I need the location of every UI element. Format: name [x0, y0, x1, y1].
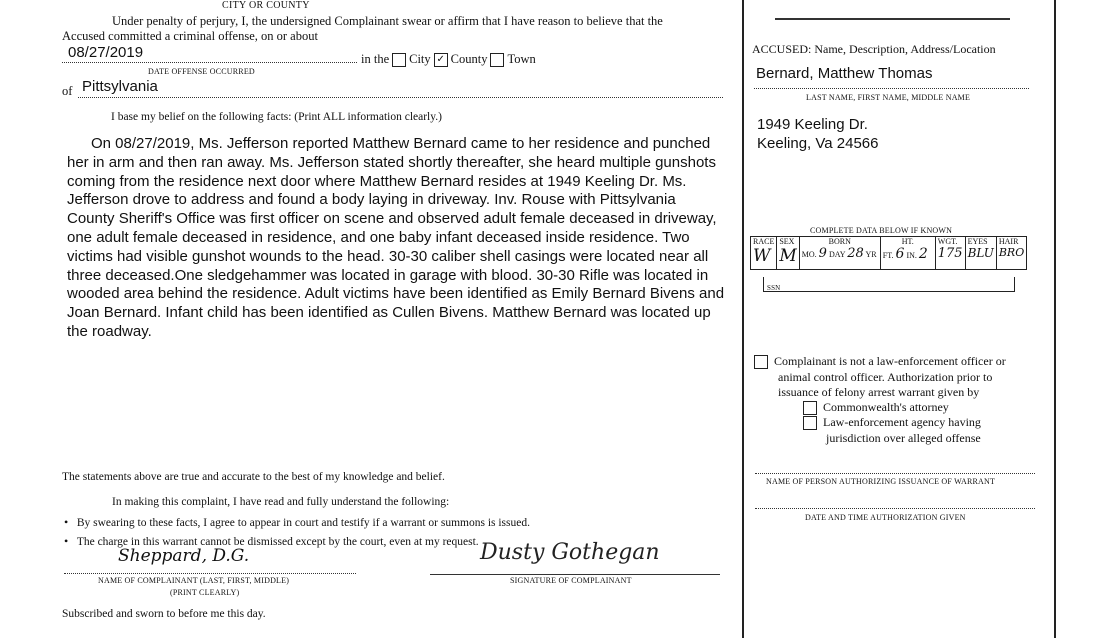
race-value[interactable]: W	[753, 246, 771, 266]
month-label: MO.	[801, 250, 817, 259]
law-enforcement-label: Law-enforcement agency having	[823, 415, 981, 429]
description-table	[750, 236, 1027, 270]
hair-value[interactable]: BRO	[998, 246, 1025, 259]
understand-statement: In making this complaint, I have read and fully understand the following:	[112, 496, 450, 508]
facts-intro: I base my belief on the following facts: (Print ALL information clearly.)	[111, 111, 442, 123]
complainant-name[interactable]: Sheppard, D.G.	[118, 546, 250, 566]
sex-label: SEX	[779, 237, 795, 246]
accused-name[interactable]: Bernard, Matthew Thomas	[756, 65, 933, 82]
authorization-line: animal control officer. Authorization prior to	[778, 370, 993, 384]
city-county-label: CITY OR COUNTY	[222, 0, 310, 11]
accused-address-line2[interactable]: Keeling, Va 24566	[757, 135, 879, 152]
bullet-text: The charge in this warrant cannot be dismissed except by the court, even at my request.	[76, 536, 479, 548]
weight-label: WGT.	[937, 237, 958, 246]
date-offense-label: DATE OFFENSE OCCURRED	[148, 67, 255, 76]
ssn-label: SSN	[767, 284, 781, 292]
law-enforcement-label-cont: jurisdiction over alleged offense	[826, 431, 981, 445]
signature-label: SIGNATURE OF COMPLAINANT	[510, 576, 632, 585]
race-label: RACE	[753, 237, 775, 246]
city-checkbox[interactable]	[392, 53, 406, 67]
locality-value[interactable]: Pittsylvania	[82, 78, 158, 95]
feet-label: FT.	[882, 251, 894, 260]
inches-value[interactable]: 2	[918, 246, 928, 262]
commonwealth-attorney-checkbox[interactable]	[803, 401, 817, 415]
complainant-signature: Dusty Gothegan	[480, 540, 660, 565]
description-heading: COMPLETE DATA BELOW IF KNOWN	[810, 226, 953, 235]
of-label: of	[62, 84, 73, 98]
county-label: County	[450, 52, 488, 66]
ssn-field[interactable]	[763, 277, 1015, 292]
hair-label: HAIR	[998, 237, 1019, 246]
not-officer-checkbox[interactable]	[754, 355, 768, 369]
bullet-icon: •	[64, 534, 69, 548]
day-value[interactable]: 28	[847, 246, 864, 261]
weight-value[interactable]: 175	[937, 246, 963, 261]
authorization-line: issuance of felony arrest warrant given by	[778, 385, 980, 399]
complainant-name-label: NAME OF COMPLAINANT (LAST, FIRST, MIDDLE)	[98, 576, 290, 585]
print-clearly-label: (PRINT CLEARLY)	[170, 588, 240, 597]
in-the-label: in the	[361, 52, 390, 66]
eyes-label: EYES	[967, 237, 988, 246]
offense-date[interactable]: 08/27/2019	[68, 44, 144, 61]
affirmation-line2: Accused committed a criminal offense, on or about	[62, 29, 318, 43]
commonwealth-attorney-label: Commonwealth's attorney	[823, 400, 949, 414]
eyes-value[interactable]: BLU	[967, 246, 994, 260]
accused-heading: ACCUSED: Name, Description, Address/Location	[752, 42, 996, 56]
day-label: DAY	[828, 250, 846, 259]
born-label: BORN	[828, 237, 851, 246]
accused-address-line1[interactable]: 1949 Keeling Dr.	[757, 116, 868, 133]
feet-value[interactable]: 6	[895, 246, 905, 262]
affirmation-line1: Under penalty of perjury, I, the undersigned Complainant swear or affirm that I have reason to believe that the	[112, 14, 663, 28]
month-value[interactable]: 9	[818, 246, 827, 261]
locality-type	[361, 52, 536, 67]
law-enforcement-checkbox[interactable]	[803, 416, 817, 430]
authorization-statement	[754, 354, 1006, 369]
authorizing-person-label: NAME OF PERSON AUTHORIZING ISSUANCE OF WARRANT	[766, 477, 996, 486]
bullet-item-1	[64, 515, 530, 530]
facts-text[interactable]: On 08/27/2019, Ms. Jefferson reported Matthew Bernard came to her residence and punched her in arm and then ran away. Ms. Jefferson stated shortly thereafter, she heard multiple gunshots coming from the residence next door where Matthew Bernard resides at 1949 Keeling Dr. Ms. Jefferson drove to address and found a body laying in driveway. Inv. Rouse with Pittsylvania County Sheriff's Office was first officer on scene and observed adult female deceased in driveway, one adult female deceased in residence, and one baby infant deceased inside residence. Two victims had visible gunshot wounds to the head. 30-30 caliber shell casings were located near all three deceased.One sledgehammer was located in garage with blood. 30-30 Rifle was located in wooded area behind the residence. Adult victims have been identified as Emily Bernard Bivens and Joan Bernard. Infant child has been identified as Cullen Bivens. Matthew Bernard was located up the roadway.	[67, 135, 725, 340]
bullet-text: By swearing to these facts, I agree to appear in court and testify if a warrant or summons is issued.	[76, 517, 530, 529]
sworn-statement: Subscribed and sworn to before me this day.	[62, 608, 266, 620]
inches-label: IN.	[906, 251, 917, 260]
bullet-icon: •	[64, 515, 69, 529]
year-label: YR	[865, 250, 877, 259]
true-statement: The statements above are true and accurate to the best of my knowledge and belief.	[62, 471, 445, 483]
accused-name-label: LAST NAME, FIRST NAME, MIDDLE NAME	[806, 93, 971, 102]
sex-value[interactable]: M	[779, 246, 797, 266]
authorization-date-label: DATE AND TIME AUTHORIZATION GIVEN	[805, 513, 966, 522]
county-checkbox[interactable]: ✓	[434, 53, 448, 67]
height-label: HT.	[901, 237, 914, 246]
town-label: Town	[507, 52, 536, 66]
authorization-line: Complainant is not a law-enforcement officer or	[774, 354, 1006, 368]
town-checkbox[interactable]	[490, 53, 504, 67]
city-label: City	[409, 52, 431, 66]
